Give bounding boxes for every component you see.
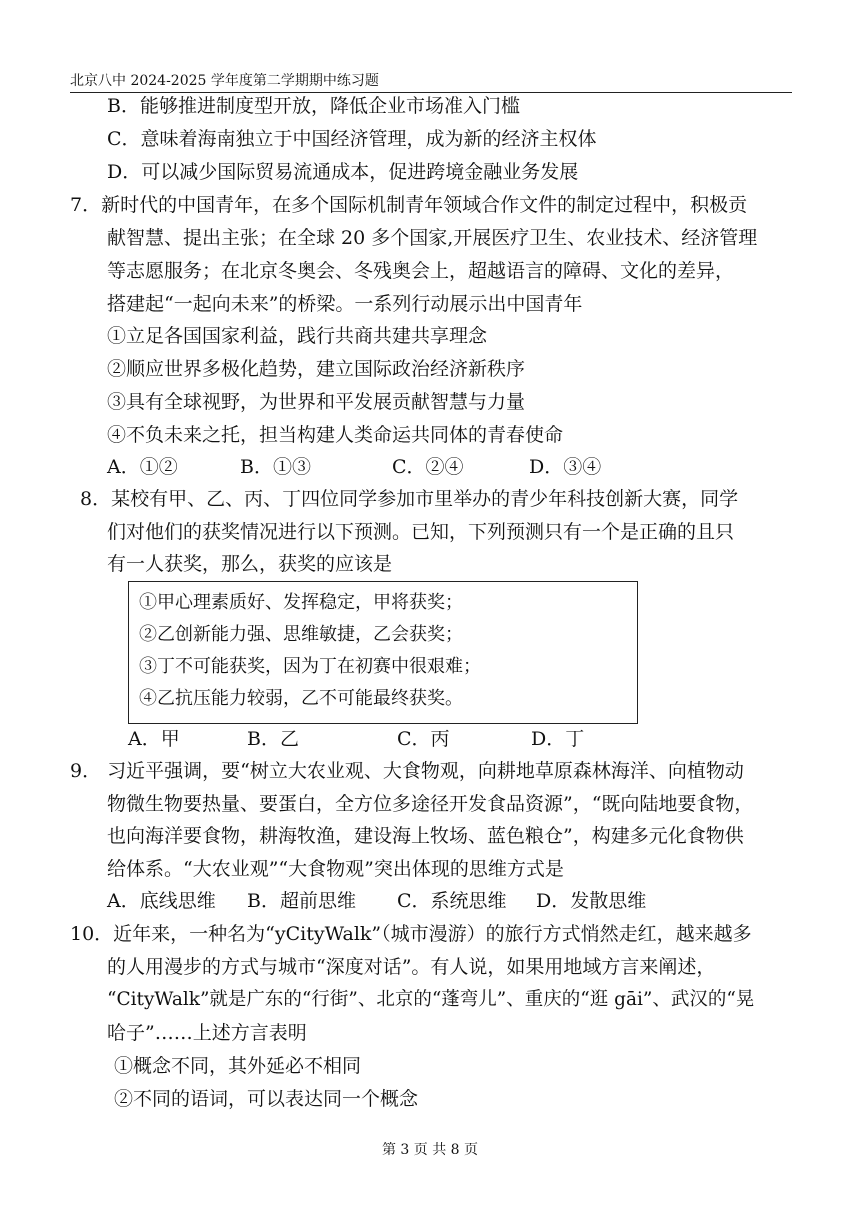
q8-prediction: ④乙抗压能力较弱，乙不可能最终获奖。: [139, 688, 463, 709]
q6-option-b: B．能够推进制度型开放，降低企业市场准入门槛: [107, 95, 520, 117]
q8-stem-line: 们对他们的获奖情况进行以下预测。已知，下列预测只有一个是正确的且只: [107, 521, 735, 543]
q9-stem-line: 物微生物要热量、要蛋白，全方位多途径开发食品资源”，“既向陆地要食物，: [107, 793, 754, 815]
q7-item: ④不负未来之托，担当构建人类命运共同体的青春使命: [107, 424, 564, 446]
q8-prediction: ①甲心理素质好、发挥稳定，甲将获奖；: [139, 592, 463, 613]
q9-stem-line: 给体系。“大农业观”“大食物观”突出体现的思维方式是: [107, 858, 564, 880]
q7-stem-line: 等志愿服务；在北京冬奥会、冬残奥会上，超越语言的障碍、文化的差异，: [107, 260, 735, 282]
q10-stem-line: “CityWalk”就是广东的“行街”、北京的“蓬弯儿”、重庆的“逛 gāi”、武汉的“晃: [107, 989, 755, 1010]
q7-choice-d: D．③④: [529, 456, 602, 478]
q7-choice-a: A．①②: [107, 456, 178, 478]
q9-choice-b: B．超前思维: [247, 890, 356, 912]
q8-prediction-box: [128, 581, 638, 724]
q7-stem-line: 7．新时代的中国青年，在多个国际机制青年领域合作文件的制定过程中，积极贡: [70, 194, 748, 216]
q7-item: ①立足各国国家利益，践行共商共建共享理念: [107, 325, 488, 347]
q9-choice-d: D．发散思维: [536, 890, 647, 912]
q9-choice-c: C．系统思维: [397, 890, 507, 912]
q10-item: ①概念不同，其外延必不相同: [114, 1055, 362, 1077]
q8-stem-line: 有一人获奖，那么，获奖的应该是: [107, 553, 393, 575]
q7-stem-line: 搭建起“一起向未来”的桥梁。一系列行动展示出中国青年: [107, 293, 583, 315]
q8-choice-d: D．丁: [531, 728, 585, 750]
q10-stem-line: 10．近年来，一种名为“yCityWalk”（城市漫游）的旅行方式悄然走红，越来越多: [70, 923, 752, 945]
q7-item: ③具有全球视野，为世界和平发展贡献智慧与力量: [107, 391, 526, 413]
q9-stem-line: 也向海洋要食物，耕海牧渔，建设海上牧场、蓝色粮仓”，构建多元化食物供: [107, 825, 744, 847]
q8-prediction: ②乙创新能力强、思维敏捷，乙会获奖；: [139, 624, 463, 645]
q9-choice-a: A．底线思维: [107, 890, 216, 912]
q8-choice-b: B．乙: [247, 728, 299, 750]
q7-choice-c: C．②④: [392, 456, 464, 478]
q7-item: ②顺应世界多极化趋势，建立国际政治经济新秩序: [107, 358, 526, 380]
q6-option-c: C．意味着海南独立于中国经济管理，成为新的经济主权体: [107, 128, 597, 150]
q7-stem-line: 献智慧、提出主张；在全球 20 多个国家,开展医疗卫生、农业技术、经济管理: [107, 227, 758, 249]
q9-stem-line: 9． 习近平强调，要“树立大农业观、大食物观，向耕地草原森林海洋、向植物动: [70, 760, 744, 782]
q8-choice-a: A．甲: [128, 728, 180, 750]
q10-stem-line: 哈子”……上述方言表明: [107, 1022, 307, 1044]
page-footer: 第 3 页 共 8 页: [381, 1142, 479, 1158]
q10-item: ②不同的语词，可以表达同一个概念: [114, 1088, 419, 1110]
q8-prediction: ③丁不可能获奖，因为丁在初赛中很艰难；: [139, 656, 481, 677]
q8-choice-c: C．丙: [397, 728, 450, 750]
q7-choice-b: B．①③: [240, 456, 311, 478]
q10-stem-line: 的人用漫步的方式与城市“深度对话”。有人说，如果用地域方言来阐述，: [107, 956, 716, 978]
page-header: 北京八中 2024-2025 学年度第二学期期中练习题: [70, 70, 792, 93]
q6-option-d: D．可以减少国际贸易流通成本，促进跨境金融业务发展: [107, 161, 579, 183]
q8-stem-line: 8．某校有甲、乙、丙、丁四位同学参加市里举办的青少年科技创新大赛，同学: [80, 488, 739, 510]
